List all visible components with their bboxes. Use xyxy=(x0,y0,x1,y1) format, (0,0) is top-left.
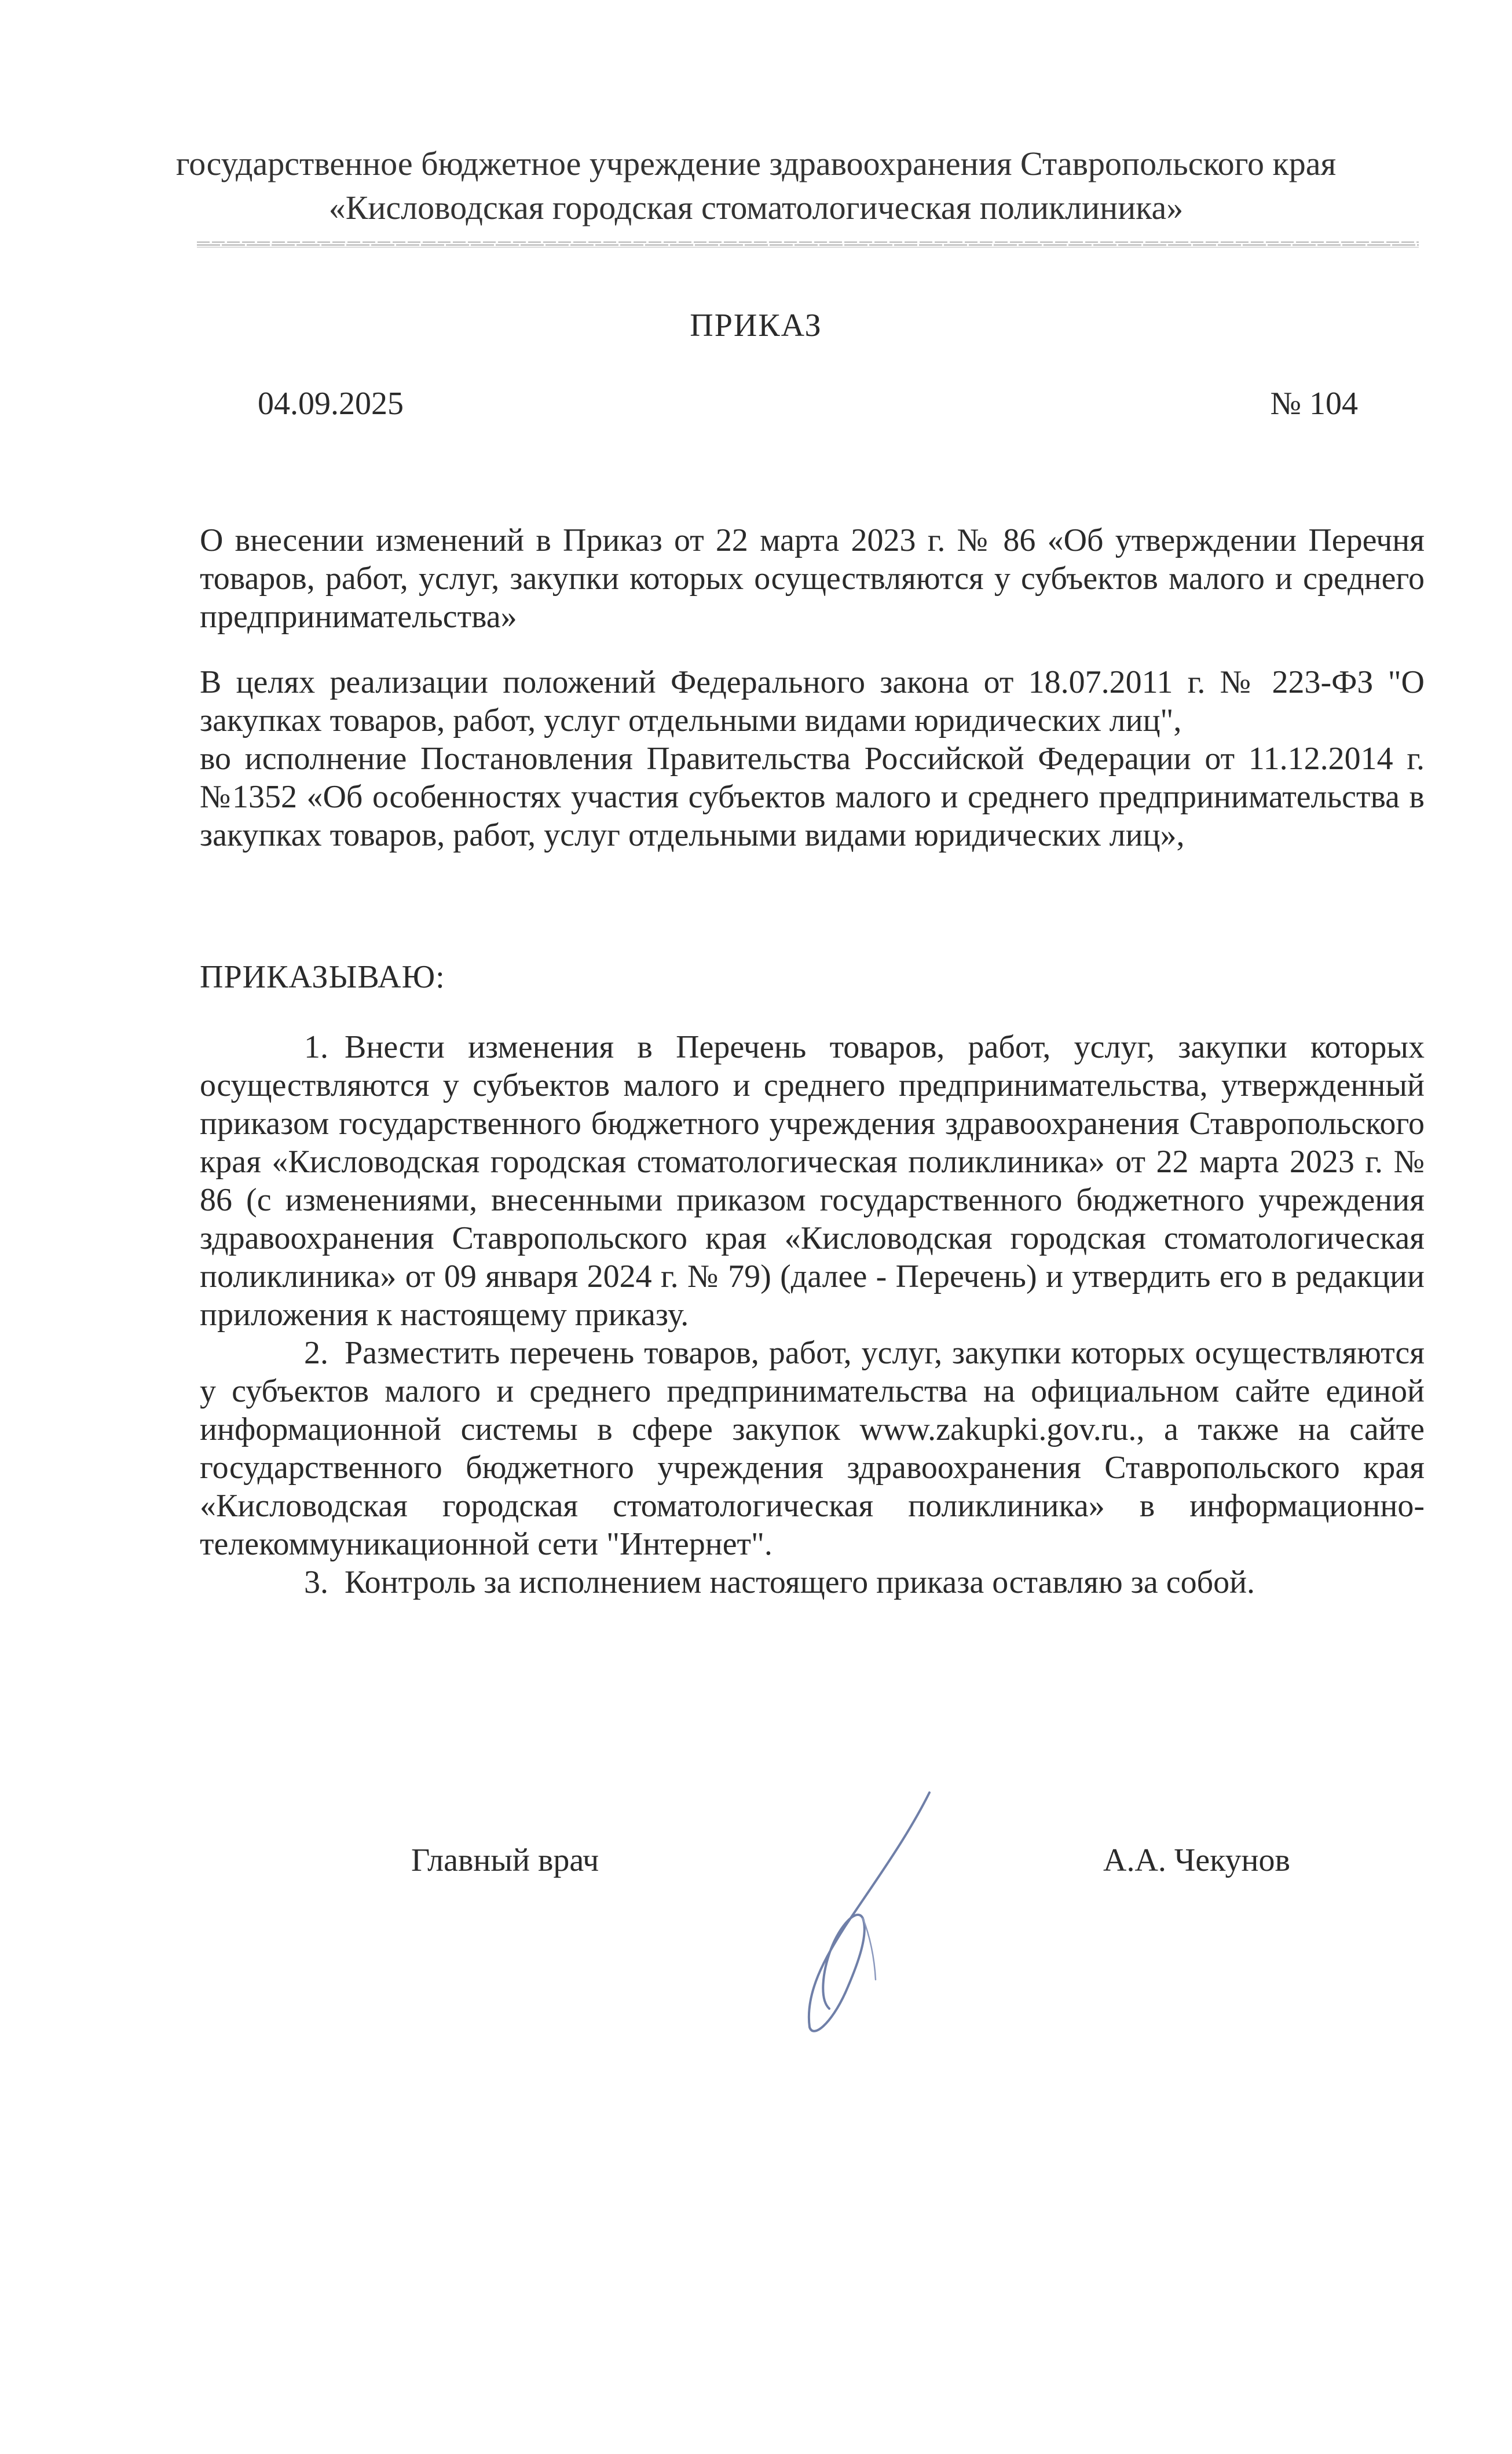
preamble xyxy=(200,663,1425,854)
preamble-paragraph-2: во исполнение Постановления Правительства Российской Федерации от 11.12.2014 г. №1352 «Об особенностях участия субъектов малого и среднего предпринимательства в закупках товаров, работ, услуг отдельными видами юридических лиц», xyxy=(200,741,1425,853)
order-item xyxy=(200,1334,1425,1563)
document-title: ПРИКАЗ xyxy=(690,308,822,343)
institution-header xyxy=(0,142,1512,230)
institution-line-1: государственное бюджетное учреждение здравоохранения Ставропольского края xyxy=(175,145,1337,182)
order-item-number: 1. xyxy=(304,1029,328,1065)
order-item-text: Внести изменения в Перечень товаров, работ, услуг, закупки которых осуществляются у субъектов малого и среднего предпринимательства, утвержденный приказом государственного бюджетного учреждения здравоохранения Ставропольского края «Кисловодская городская стоматологическая поликлиника» от 22 марта 2023 г. № 86 (с изменениями, внесенными приказом государственного бюджетного учреждения здравоохранения Ставропольского края «Кисловодская городская стоматологическая поликлиника» от 09 января 2024 г. № 79) (далее - Перечень) и утвердить его в редакции приложения к настоящему приказу. xyxy=(200,1029,1425,1333)
order-items xyxy=(200,1028,1425,1601)
order-item-text: Контроль за исполнением настоящего приказа оставляю за собой. xyxy=(345,1564,1255,1600)
order-item-number: 2. xyxy=(304,1335,328,1371)
order-date: 04.09.2025 xyxy=(258,386,404,422)
order-item-number: 3. xyxy=(304,1564,328,1600)
institution-line-2: «Кисловодская городская стоматологическая поликлиника» xyxy=(328,189,1184,226)
order-item xyxy=(200,1563,1425,1601)
order-item xyxy=(200,1028,1425,1334)
signatory-role: Главный врач xyxy=(411,1842,599,1878)
preamble-paragraph-1: В целях реализации положений Федерального закона от 18.07.2011 г. № 223-ФЗ "О закупках товаров, работ, услуг отдельными видами юридических лиц", xyxy=(200,664,1425,738)
handwritten-signature xyxy=(776,1784,961,2039)
order-directive: ПРИКАЗЫВАЮ: xyxy=(200,959,445,995)
order-item-text: Разместить перечень товаров, работ, услуг, закупки которых осуществляются у субъектов малого и среднего предпринимательства на официальном сайте единой информационной системы в сфере закупок www.zakupki.gov.ru., а также на сайте государственного бюджетного учреждения здравоохранения Ставропольского края «Кисловодская городская стоматологическая поликлиника» в информационно-телекоммуникационной сети "Интернет". xyxy=(200,1335,1425,1562)
signatory-name: А.А. Чекунов xyxy=(1103,1842,1290,1878)
order-subject: О внесении изменений в Приказ от 22 марта 2023 г. № 86 «Об утверждении Перечня товаров, работ, услуг, закупки которых осуществляются у субъектов малого и среднего предпринимательства» xyxy=(200,522,1425,635)
order-number: № 104 xyxy=(1270,386,1358,422)
header-divider xyxy=(197,240,1419,248)
